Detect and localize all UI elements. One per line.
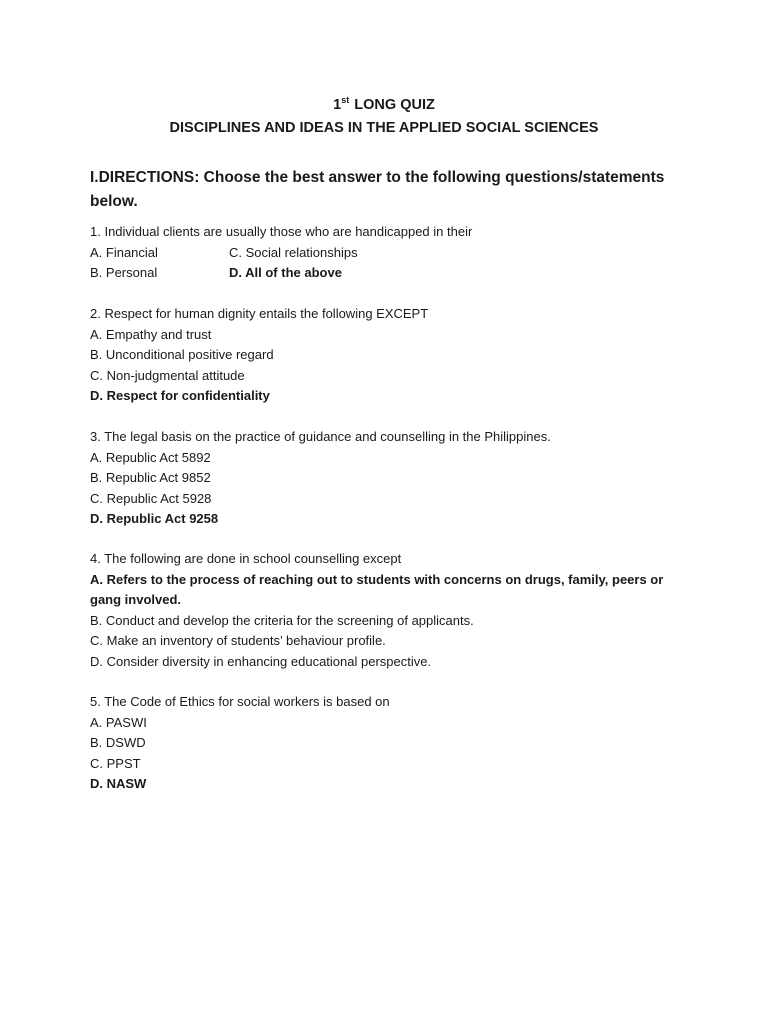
question-1-options-row-2 <box>90 263 690 284</box>
question-2-stem: 2. Respect for human dignity entails the following EXCEPT <box>90 306 429 321</box>
question-3-option-c: C. Republic Act 5928 <box>90 490 212 506</box>
page-title <box>0 95 768 113</box>
question-1 <box>90 222 690 284</box>
question-3-stem: 3. The legal basis on the practice of guidance and counselling in the Philippines. <box>90 429 551 444</box>
page-subtitle: DISCIPLINES AND IDEAS IN THE APPLIED SOCIAL SCIENCES <box>169 120 599 136</box>
title-ordinal-suffix: st <box>341 95 350 105</box>
question-1-option-a: A. Financial <box>90 244 158 260</box>
title-text: LONG QUIZ <box>350 97 435 113</box>
question-3-option-a: A. Republic Act 5892 <box>90 449 211 465</box>
question-1-options-row-1 <box>90 243 690 264</box>
question-2-option-a: A. Empathy and trust <box>90 326 212 342</box>
question-3-option-b: B. Republic Act 9852 <box>90 470 211 485</box>
question-4-option-b: B. Conduct and develop the criteria for the screening of applicants. <box>90 612 474 628</box>
question-5 <box>90 692 690 795</box>
question-1-option-b: B. Personal <box>90 265 158 280</box>
title-number: 1 <box>333 97 342 113</box>
question-4 <box>90 549 690 672</box>
question-5-option-d: D. NASW <box>90 776 147 791</box>
question-2-option-b: B. Unconditional positive regard <box>90 347 274 362</box>
question-3 <box>90 427 690 530</box>
question-4-option-a: A. Refers to the process of reaching out to students with concerns on drugs, family, peers or gang involved. <box>90 571 664 607</box>
question-5-option-b: B. DSWD <box>90 735 146 750</box>
question-3-option-d: D. Republic Act 9258 <box>90 511 219 526</box>
question-5-stem: 5. The Code of Ethics for social workers is based on <box>90 694 390 709</box>
question-4-option-c: C. Make an inventory of students’ behaviour profile. <box>90 633 386 648</box>
question-5-option-c: C. PPST <box>90 755 141 771</box>
question-1-option-d: D. All of the above <box>229 265 342 280</box>
directions-heading: I.DIRECTIONS: Choose the best answer to the following questions/statements below. <box>90 169 665 210</box>
question-2-option-d: D. Respect for confidentiality <box>90 388 270 403</box>
question-1-stem: 1. Individual clients are usually those who are handicapped in their <box>90 224 473 239</box>
question-4-option-d: D. Consider diversity in enhancing educational perspective. <box>90 653 432 669</box>
question-2-option-c: C. Non-judgmental attitude <box>90 367 245 383</box>
question-2 <box>90 304 690 407</box>
question-5-option-a: A. PASWI <box>90 714 147 730</box>
question-4-stem: 4. The following are done in school counselling except <box>90 551 402 566</box>
question-1-option-c: C. Social relationships <box>229 244 358 260</box>
